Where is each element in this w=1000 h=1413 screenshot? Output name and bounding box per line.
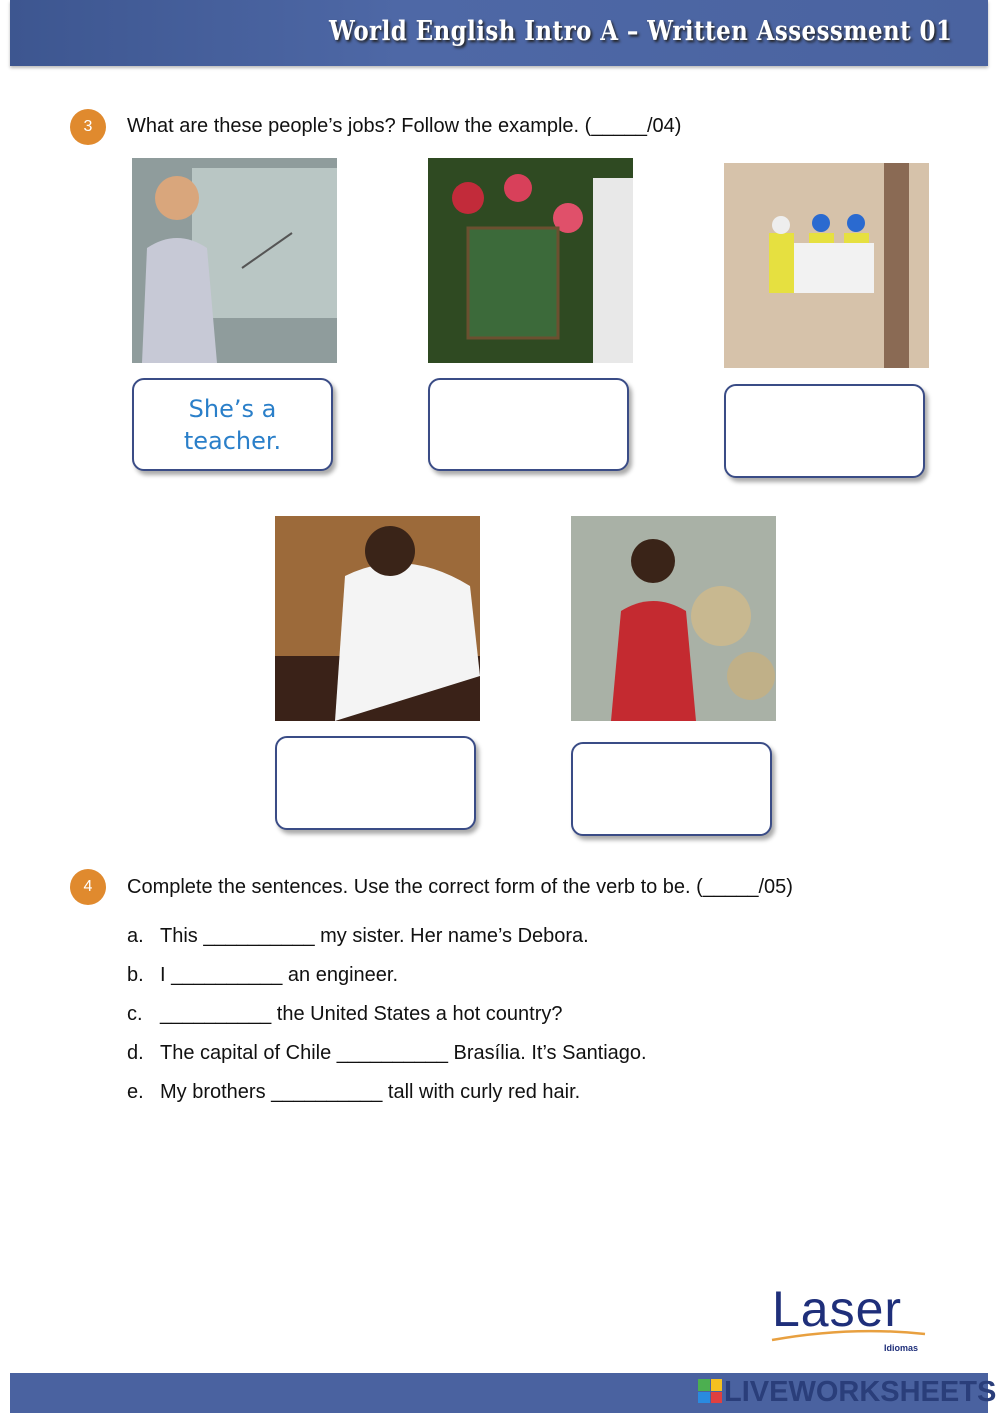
question-number-3: 3 — [70, 109, 106, 145]
sentence-text: My brothers __________ tall with curly red hair. — [160, 1081, 581, 1103]
answer-input-chef[interactable] — [288, 771, 462, 796]
answer-input-engineers[interactable] — [737, 419, 911, 444]
answer-box-engineers[interactable] — [724, 384, 925, 478]
laser-logo — [770, 1280, 930, 1360]
live-icon-tile — [711, 1392, 723, 1404]
answer-input-painter[interactable] — [441, 412, 615, 437]
header-banner — [10, 0, 988, 66]
worksheet-title: World English Intro A – Written Assessment 01 — [328, 16, 952, 47]
sentence-label: b. — [127, 964, 144, 986]
live-icon-tile — [698, 1392, 710, 1404]
woman-money-photo — [571, 516, 776, 721]
logo-swoosh — [770, 1328, 930, 1344]
answer-box-painter[interactable] — [428, 378, 629, 471]
painter-photo — [428, 158, 633, 363]
live-icon-tile — [711, 1379, 723, 1391]
sentence-text: __________ the United States a hot country? — [160, 1003, 563, 1025]
answer-box-example: She’s a teacher. — [132, 378, 333, 471]
footer-bar — [10, 1373, 997, 1413]
question-4-instruction: Complete the sentences. Use the correct form of the verb to be. (_____/05) — [127, 876, 793, 898]
sentence-label: e. — [127, 1081, 144, 1103]
logo-subtext: Idiomas — [884, 1343, 919, 1353]
live-icon — [698, 1379, 722, 1403]
sentence-text: This __________ my sister. Her name’s Debora. — [160, 925, 589, 947]
question-3-instruction: What are these people’s jobs? Follow the example. (_____/04) — [127, 115, 682, 137]
sentence-label: a. — [127, 925, 144, 947]
teacher-photo — [132, 158, 337, 363]
sentence-label: d. — [127, 1042, 144, 1064]
chef-photo — [275, 516, 480, 721]
answer-box-woman[interactable] — [571, 742, 772, 836]
live-icon-tile — [698, 1379, 710, 1391]
answer-box-chef[interactable] — [275, 736, 476, 830]
sentence-label: c. — [127, 1003, 143, 1025]
question-number-4: 4 — [70, 869, 106, 905]
engineers-photo — [724, 163, 929, 368]
sentence-text: The capital of Chile __________ Brasília. It’s Santiago. — [160, 1042, 647, 1064]
answer-input-woman[interactable] — [584, 777, 758, 802]
logo-text: Laser — [772, 1281, 903, 1337]
sentence-text: I __________ an engineer. — [160, 964, 398, 986]
liveworksheets-brand[interactable]: LIVEWORKSHEETS — [724, 1376, 997, 1408]
